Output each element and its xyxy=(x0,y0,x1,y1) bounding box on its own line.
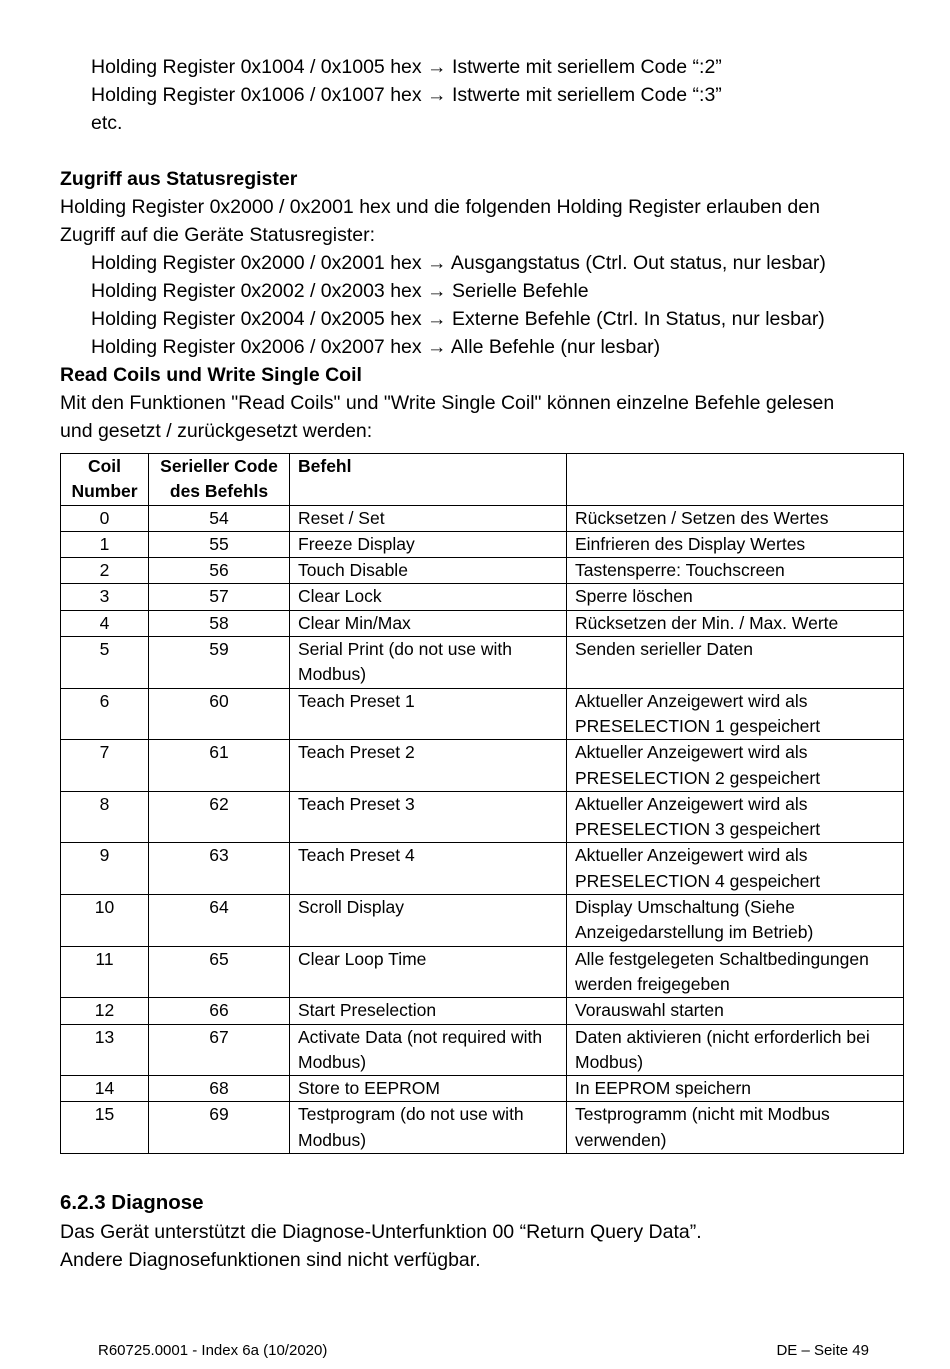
cell-coil-number: 5 xyxy=(61,637,149,689)
table-row xyxy=(61,637,904,689)
cell-serial-code: 67 xyxy=(149,1024,290,1076)
cell-command: Clear Min/Max xyxy=(290,610,567,636)
table-header-row xyxy=(61,454,904,506)
cell-serial-code: 68 xyxy=(149,1076,290,1102)
cell-description: Alle festgelegeten Schaltbedingungen werden freigegeben xyxy=(567,946,904,998)
cell-serial-code: 59 xyxy=(149,637,290,689)
cell-command: Store to EEPROM xyxy=(290,1076,567,1102)
cell-description: Senden serieller Daten xyxy=(567,637,904,689)
status-heading: Zugriff aus Statusregister xyxy=(60,168,298,190)
header-serial-code: Serieller Code des Befehls xyxy=(149,454,290,506)
table-row xyxy=(61,1024,904,1076)
table-row xyxy=(61,584,904,610)
cell-description: Display Umschaltung (Siehe Anzeigedarstellung im Betrieb) xyxy=(567,895,904,947)
cell-command: Teach Preset 2 xyxy=(290,740,567,792)
cell-command: Touch Disable xyxy=(290,558,567,584)
cell-command: Teach Preset 4 xyxy=(290,843,567,895)
cell-command: Reset / Set xyxy=(290,505,567,531)
cell-command: Scroll Display xyxy=(290,895,567,947)
table-row xyxy=(61,895,904,947)
footer-document-id: R60725.0001 - Index 6a (10/2020) xyxy=(98,1342,328,1359)
cell-description: Rücksetzen der Min. / Max. Werte xyxy=(567,610,904,636)
cell-description: Einfrieren des Display Wertes xyxy=(567,531,904,557)
table-row xyxy=(61,610,904,636)
cell-serial-code: 65 xyxy=(149,946,290,998)
cell-coil-number: 3 xyxy=(61,584,149,610)
cell-coil-number: 9 xyxy=(61,843,149,895)
header-command: Befehl xyxy=(290,454,567,506)
cell-serial-code: 57 xyxy=(149,584,290,610)
cell-coil-number: 11 xyxy=(61,946,149,998)
cell-serial-code: 61 xyxy=(149,740,290,792)
diagnose-text: Das Gerät unterstützt die Diagnose-Unterfunktion 00 “Return Query Data”. xyxy=(60,1221,702,1243)
cell-command: Teach Preset 1 xyxy=(290,688,567,740)
intro-line: etc. xyxy=(91,112,123,134)
cell-command: Freeze Display xyxy=(290,531,567,557)
cell-description: Sperre löschen xyxy=(567,584,904,610)
intro-line: Holding Register 0x1006 / 0x1007 hex → Istwerte mit seriellem Code “:3” xyxy=(91,84,722,106)
status-item: Holding Register 0x2004 / 0x2005 hex → Externe Befehle (Ctrl. In Status, nur lesbar) xyxy=(91,308,825,330)
coils-heading: Read Coils und Write Single Coil xyxy=(60,364,362,386)
table-row xyxy=(61,791,904,843)
status-item: Holding Register 0x2000 / 0x2001 hex → Ausgangstatus (Ctrl. Out status, nur lesbar) xyxy=(91,252,826,274)
cell-description: Daten aktivieren (nicht erforderlich bei Modbus) xyxy=(567,1024,904,1076)
table-row xyxy=(61,688,904,740)
status-item: Holding Register 0x2002 / 0x2003 hex → Serielle Befehle xyxy=(91,280,589,302)
cell-coil-number: 12 xyxy=(61,998,149,1024)
cell-description: Aktueller Anzeigewert wird als PRESELECTION 3 gespeichert xyxy=(567,791,904,843)
cell-coil-number: 13 xyxy=(61,1024,149,1076)
status-item: Holding Register 0x2006 / 0x2007 hex → Alle Befehle (nur lesbar) xyxy=(91,336,661,358)
cell-coil-number: 10 xyxy=(61,895,149,947)
coils-paragraph: und gesetzt / zurückgesetzt werden: xyxy=(60,420,373,442)
cell-coil-number: 15 xyxy=(61,1102,149,1154)
cell-serial-code: 64 xyxy=(149,895,290,947)
cell-coil-number: 1 xyxy=(61,531,149,557)
header-description xyxy=(567,454,904,506)
cell-coil-number: 0 xyxy=(61,505,149,531)
cell-description: Vorauswahl starten xyxy=(567,998,904,1024)
status-paragraph: Holding Register 0x2000 / 0x2001 hex und die folgenden Holding Register erlauben den xyxy=(60,196,820,218)
cell-description: Testprogramm (nicht mit Modbus verwenden) xyxy=(567,1102,904,1154)
cell-command: Testprogram (do not use with Modbus) xyxy=(290,1102,567,1154)
cell-description: Aktueller Anzeigewert wird als PRESELECTION 4 gespeichert xyxy=(567,843,904,895)
cell-command: Activate Data (not required with Modbus) xyxy=(290,1024,567,1076)
cell-coil-number: 6 xyxy=(61,688,149,740)
cell-description: In EEPROM speichern xyxy=(567,1076,904,1102)
table-row xyxy=(61,998,904,1024)
cell-coil-number: 7 xyxy=(61,740,149,792)
cell-description: Rücksetzen / Setzen des Wertes xyxy=(567,505,904,531)
cell-coil-number: 4 xyxy=(61,610,149,636)
cell-command: Serial Print (do not use with Modbus) xyxy=(290,637,567,689)
cell-command: Clear Lock xyxy=(290,584,567,610)
cell-coil-number: 14 xyxy=(61,1076,149,1102)
table-row xyxy=(61,558,904,584)
table-row xyxy=(61,946,904,998)
cell-serial-code: 69 xyxy=(149,1102,290,1154)
table-row xyxy=(61,505,904,531)
cell-serial-code: 62 xyxy=(149,791,290,843)
cell-serial-code: 55 xyxy=(149,531,290,557)
table-row xyxy=(61,740,904,792)
cell-command: Start Preselection xyxy=(290,998,567,1024)
cell-coil-number: 2 xyxy=(61,558,149,584)
diagnose-text: Andere Diagnosefunktionen sind nicht verfügbar. xyxy=(60,1249,481,1271)
status-paragraph: Zugriff auf die Geräte Statusregister: xyxy=(60,224,376,246)
cell-serial-code: 60 xyxy=(149,688,290,740)
cell-description: Tastensperre: Touchscreen xyxy=(567,558,904,584)
table-row xyxy=(61,1076,904,1102)
cell-description: Aktueller Anzeigewert wird als PRESELECTION 1 gespeichert xyxy=(567,688,904,740)
cell-serial-code: 54 xyxy=(149,505,290,531)
cell-serial-code: 66 xyxy=(149,998,290,1024)
cell-serial-code: 58 xyxy=(149,610,290,636)
cell-serial-code: 63 xyxy=(149,843,290,895)
intro-line: Holding Register 0x1004 / 0x1005 hex → Istwerte mit seriellem Code “:2” xyxy=(91,56,722,78)
cell-coil-number: 8 xyxy=(61,791,149,843)
table-row xyxy=(61,531,904,557)
cell-command: Clear Loop Time xyxy=(290,946,567,998)
diagnose-heading: 6.2.3 Diagnose xyxy=(60,1191,204,1214)
coils-paragraph: Mit den Funktionen "Read Coils" und "Write Single Coil" können einzelne Befehle gelesen xyxy=(60,392,835,414)
footer-page-number: DE – Seite 49 xyxy=(776,1342,869,1359)
cell-serial-code: 56 xyxy=(149,558,290,584)
coils-table xyxy=(60,453,904,1154)
header-coil-number: Coil Number xyxy=(61,454,149,506)
cell-description: Aktueller Anzeigewert wird als PRESELECTION 2 gespeichert xyxy=(567,740,904,792)
table-row xyxy=(61,1102,904,1154)
table-row xyxy=(61,843,904,895)
cell-command: Teach Preset 3 xyxy=(290,791,567,843)
